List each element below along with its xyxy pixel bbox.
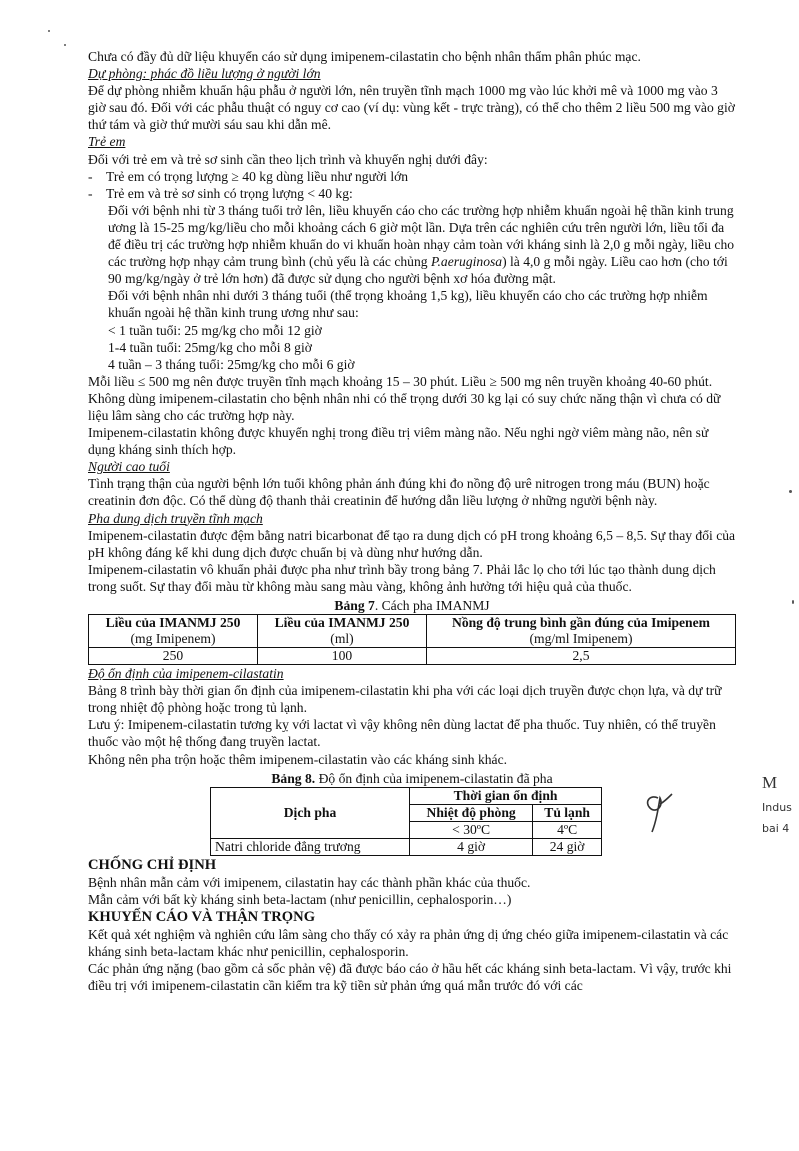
table7-caption: Bảng 7. Cách pha IMANMJ xyxy=(334,598,490,613)
contraindications-paragraph-2: Mẫn cảm với bất kỳ kháng sinh beta-lactam (như penicillin, cephalosporin…) xyxy=(88,891,512,907)
scan-speck xyxy=(64,44,66,46)
preparation-heading: Pha dung dịch truyền tĩnh mạch xyxy=(88,510,263,526)
stability-paragraph-1: Bảng 8 trình bày thời gian ổn định của imipenem-cilastatin khi pha với các loại dịch truyền được chọn lựa, và dự trữ trong nhiệt độ phòng hoặc trong tủ lạnh. xyxy=(88,683,722,716)
list-item: - Trẻ em và trẻ sơ sinh có trọng lượng < 40 kg: xyxy=(88,185,353,201)
list-item-text: Trẻ em có trọng lượng ≥ 40 kg dùng liều như người lớn xyxy=(106,168,409,184)
contraindications-heading: CHỐNG CHỈ ĐỊNH xyxy=(88,856,217,873)
children-paragraph-2: Đối với bệnh nhân nhi dưới 3 tháng tuổi (thể trọng khoảng 1,5 kg), liều khuyến cáo cho các trường hợp nhiễm khuẩn ngoài hệ thần kinh trung ương như sau: xyxy=(108,288,708,321)
table-cell: 4ºC xyxy=(533,821,602,838)
warnings-paragraph-1: Kết quả xét nghiệm và nghiên cứu lâm sàng cho thấy có xảy ra phản ứng dị ứng chéo giữa imipenem-cilastatin và các kháng sinh beta-lactam khác như penicillin, cephalosporin. xyxy=(88,926,729,960)
table-cell: Natri chloride đẳng trương xyxy=(211,838,410,855)
table-cell: 24 giờ xyxy=(533,838,602,855)
renal-paragraph: Không dùng imipenem-cilastatin cho bệnh nhân nhi có thể trọng dưới 30 kg lại có suy chức năng thận vì chưa có dữ liệu lâm sàng cho các trường hợp này. xyxy=(88,390,721,423)
list-item-text: Trẻ em và trẻ sơ sinh có trọng lượng < 40 kg: xyxy=(106,185,353,201)
elderly-heading: Người cao tuổi xyxy=(88,459,170,475)
table-cell: < 30ºC xyxy=(410,821,533,838)
table8 xyxy=(210,787,602,856)
stability-paragraph-3: Không nên pha trộn hoặc thêm imipenem-cilastatin vào các kháng sinh khác. xyxy=(88,751,508,767)
warnings-heading: KHUYẾN CÁO VÀ THẬN TRỌNG xyxy=(88,908,316,925)
document-page xyxy=(88,48,736,994)
table-header-cell: Nồng độ trung bình gần đúng của Imipenem (mg/ml Imipenem) xyxy=(427,615,736,648)
elderly-paragraph: Tình trạng thận của người bệnh lớn tuổi không phản ánh đúng khi đo nồng độ urê nitrogen trong máu (BUN) hoặc creatinin đơn độc. Có thể dùng độ thanh thải creatinin để hướng dẫn liều lượng ở những người bệnh này. xyxy=(88,476,710,509)
children-paragraph-1: Đối với bệnh nhi từ 3 tháng tuổi trở lên, liều khuyến cáo cho các trường hợp nhiễm khuẩn ngoài hệ thần kinh trung ương là 15-25 mg/kg/liều cho mỗi khoảng cách 6 giờ một lần. Dựa trên các nghiên cứu trên người lớn, liều tối đa để điều trị các trường hợp nhiễm khuẩn do vi khuẩn hoàn nhạy cảm toàn với kháng sinh là 2,0 g mỗi ngày, liều cho các trường hợp nhạy cảm trung bình (chủ yếu là các chủng P.aeruginosa) là 4,0 g mỗi ngày. Liều cao hơn (cho tới 90 mg/kg/ngày ở trẻ lớn hơn) đã được sử dụng cho người bệnh xơ hóa đường mật. xyxy=(108,202,735,287)
table-header-cell: Tủ lạnh xyxy=(533,804,602,821)
infusion-paragraph: Mỗi liều ≤ 500 mg nên được truyền tĩnh mạch khoảng 15 – 30 phút. Liều ≥ 500 mg nên truyền khoảng 40-60 phút. xyxy=(88,373,713,389)
handwritten-signature-icon xyxy=(636,788,676,836)
dose-line: 1-4 tuần tuổi: 25mg/kg cho mỗi 8 giờ xyxy=(108,339,312,355)
children-heading: Trẻ em xyxy=(88,134,126,150)
table-header-cell: Liều của IMANMJ 250 (ml) xyxy=(258,615,427,648)
scan-speck xyxy=(792,600,794,604)
table-cell: 2,5 xyxy=(427,648,736,665)
table7 xyxy=(88,614,736,665)
table-header-cell: Dịch pha xyxy=(211,787,410,838)
scan-speck xyxy=(789,490,792,493)
stability-heading: Độ ổn định của imipenem-cilastatin xyxy=(88,666,284,682)
table-header-row xyxy=(211,787,602,804)
scan-speck xyxy=(48,30,50,32)
preparation-paragraph-2: Imipenem-cilastatin vô khuẩn phải được pha như trình bầy trong bảng 7. Phải lắc lọ cho tới lúc tạo thành dung dịch trong suốt. Sự thay đổi màu từ không màu sang màu vàng, không ảnh hưởng tới hiệu quả của thuốc. xyxy=(88,561,716,594)
prophylaxis-heading: Dự phòng: phác đồ liều lượng ở người lớn xyxy=(88,66,321,82)
contraindications-paragraph-1: Bệnh nhân mẫn cảm với imipenem, cilastatin hay các thành phần khác của thuốc. xyxy=(88,874,531,890)
table-row xyxy=(89,648,736,665)
table8-caption: Bảng 8. Độ ổn định của imipenem-cilastatin đã pha xyxy=(271,770,553,786)
preparation-paragraph-1: Imipenem-cilastatin được đệm bằng natri bicarbonat để tạo ra dung dịch có pH trong khoảng 6,5 – 8,5. Sự thay đổi của pH không đáng kể khi dung dịch được chuẩn bị và dùng như hướng dẫn. xyxy=(88,527,736,560)
table-cell: 100 xyxy=(258,648,427,665)
table-cell: 250 xyxy=(89,648,258,665)
meningitis-paragraph: Imipenem-cilastatin không được khuyến nghị trong điều trị viêm màng não. Nếu nghi ngờ viêm màng não, nên sử dụng kháng sinh thích hợp. xyxy=(88,425,709,458)
warnings-paragraph-2: Các phản ứng nặng (bao gồm cả sốc phản vệ) đã được báo cáo ở hầu hết các kháng sinh beta-lactam. Vì vậy, trước khi điều trị với imipenem-cilastatin cần kiểm tra kỹ tiền sử phản ứng quá mẫn trước đó với các xyxy=(88,961,732,994)
table-header-row xyxy=(89,615,736,648)
children-intro: Đối với trẻ em và trẻ sơ sinh cần theo lịch trình và khuyến nghị dưới đây: xyxy=(88,151,488,167)
dose-line: 4 tuần – 3 tháng tuổi: 25mg/kg cho mỗi 6 giờ xyxy=(108,356,355,372)
margin-text-bai: bai 4 xyxy=(762,822,790,835)
table-header-cell: Nhiệt độ phòng xyxy=(410,804,533,821)
table-row xyxy=(211,838,602,855)
table-header-cell: Liều của IMANMJ 250 (mg Imipenem) xyxy=(89,615,258,648)
table-header-cell: Thời gian ổn định xyxy=(410,787,602,804)
margin-text-indus: Indus xyxy=(762,801,792,814)
table-cell: 4 giờ xyxy=(410,838,533,855)
list-item: - Trẻ em có trọng lượng ≥ 40 kg dùng liều như người lớn xyxy=(88,168,409,184)
margin-text-m: M xyxy=(762,773,778,792)
prophylaxis-paragraph: Để dự phòng nhiễm khuẩn hậu phẫu ở người lớn, nên truyền tĩnh mạch 1000 mg vào lúc khởi mê và 1000 mg vào 3 giờ sau đó. Đối với các phẫu thuật có nguy cơ cao (ví dụ: vùng kết - trực tràng), có thể cho thêm 2 liều 500 mg vào giờ thứ tám và giờ thứ mười sáu sau khi dẫn mê. xyxy=(88,83,735,133)
stability-paragraph-2: Lưu ý: Imipenem-cilastatin tương kỵ với lactat vì vậy không nên dùng lactat để pha thuốc. Tuy nhiên, có thể truyền thuốc vào một hệ thống đang truyền lactat. xyxy=(88,717,716,750)
dose-line: < 1 tuần tuổi: 25 mg/kg cho mỗi 12 giờ xyxy=(108,322,322,338)
intro-paragraph: Chưa có đầy đủ dữ liệu khuyến cáo sử dụng imipenem-cilastatin cho bệnh nhân thẩm phân phúc mạc. xyxy=(88,49,641,64)
